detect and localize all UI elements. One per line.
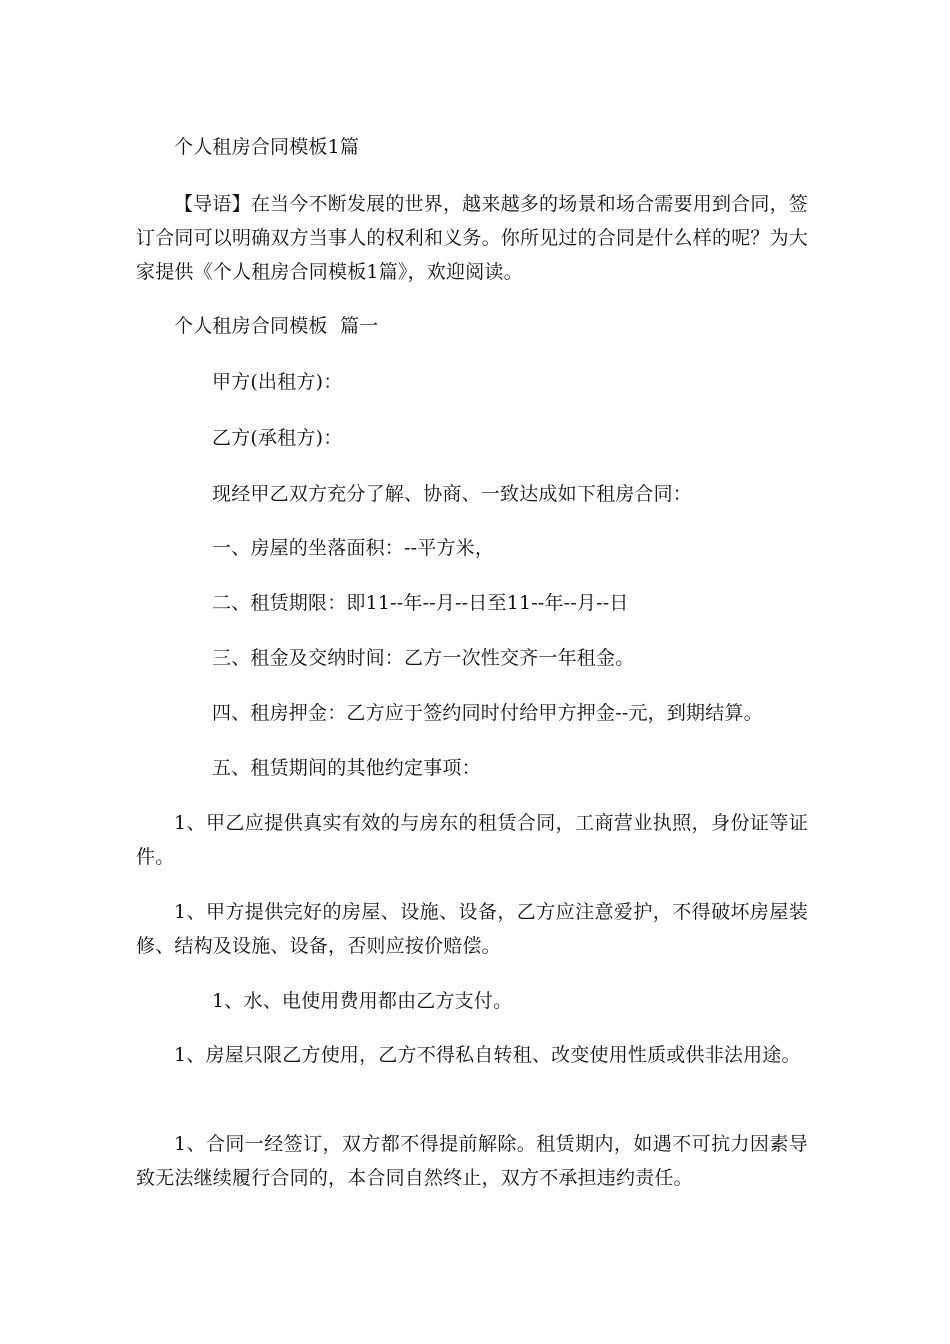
clause-1: 一、房屋的坐落面积：--平方米， <box>212 537 495 559</box>
item-4-paragraph: 1、房屋只限乙方使用，乙方不得私自转租、改变使用性质或供非法用途。 <box>174 1044 801 1066</box>
party-b-line: 乙方(承租方)： <box>212 427 343 449</box>
item-3-line: 1、水、电使用费用都由乙方支付。 <box>212 990 513 1012</box>
preamble-line: 现经甲乙双方充分了解、协商、一致达成如下租房合同： <box>212 483 693 505</box>
party-a-line: 甲方(出租方)： <box>212 371 343 393</box>
clause-4: 四、租房押金：乙方应于签约同时付给甲方押金--元，到期结算。 <box>212 702 763 724</box>
clause-3: 三、租金及交纳时间：乙方一次性交齐一年租金。 <box>212 647 635 669</box>
intro-paragraph: 【导语】在当今不断发展的世界，越来越多的场景和场合需要用到合同，签订合同可以明确双方当事人的权利和义务。你所见过的合同是什么样的呢？为大家提供《个人租房合同模板1篇》，欢迎阅读。 <box>136 193 809 283</box>
clause-5: 五、租赁期间的其他约定事项： <box>212 757 481 779</box>
item-5-paragraph: 1、合同一经签订，双方都不得提前解除。租赁期内，如遇不可抗力因素导致无法继续履行合同的，本合同自然终止，双方不承担违约责任。 <box>136 1133 808 1189</box>
document-title: 个人租房合同模板1篇 <box>174 136 360 158</box>
item-2-paragraph: 1、甲方提供完好的房屋、设施、设备，乙方应注意爱护，不得破坏房屋装修、结构及设施、设备，否则应按价赔偿。 <box>136 901 808 957</box>
clause-2: 二、租赁期限：即11--年--月--日至11--年--月--日 <box>212 592 629 614</box>
item-1-paragraph: 1、甲乙应提供真实有效的与房东的租赁合同，工商营业执照，身份证等证件。 <box>136 812 808 868</box>
section-heading: 个人租房合同模板 篇一 <box>174 315 379 337</box>
